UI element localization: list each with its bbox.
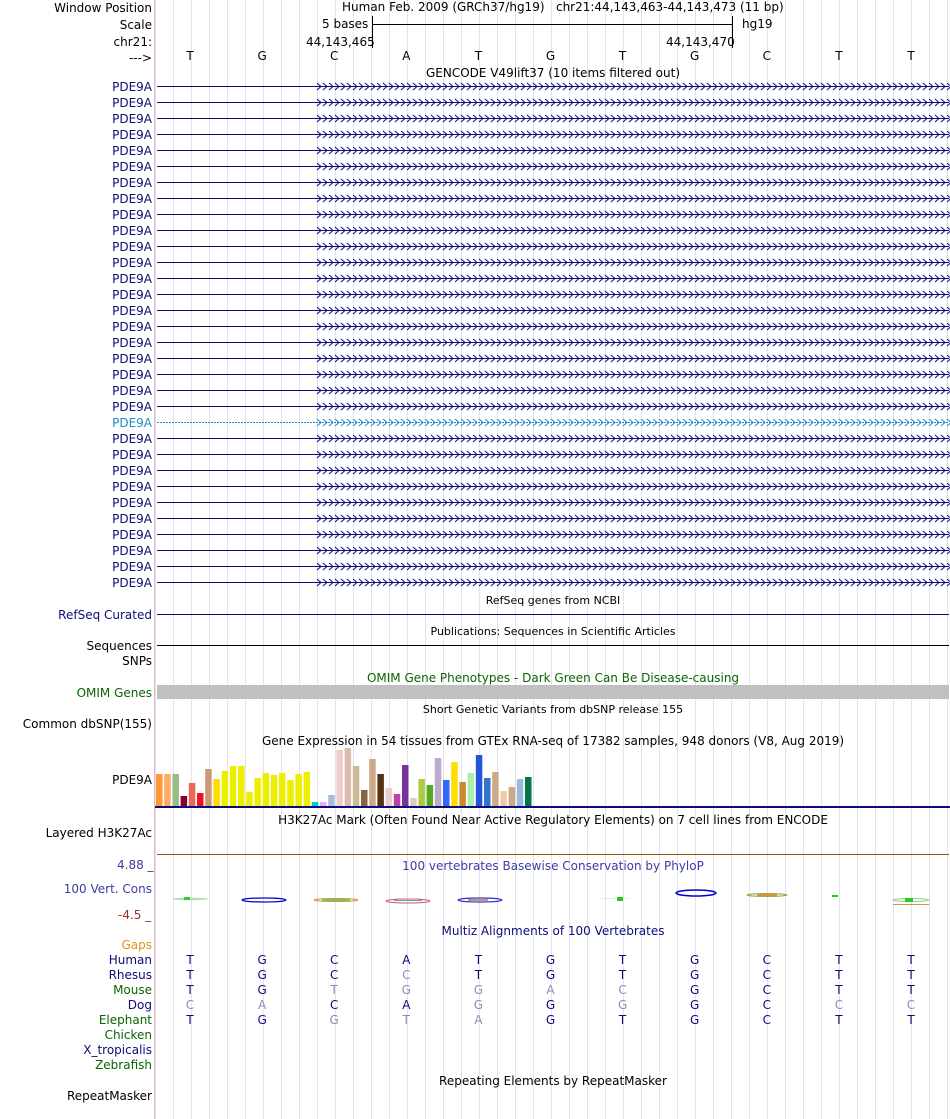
- multiz-base: T: [618, 968, 627, 982]
- multiz-base: T: [835, 953, 843, 967]
- coord-right: 44,143,470: [666, 35, 735, 49]
- sequence-base: C: [329, 49, 339, 63]
- multiz-base: T: [474, 953, 483, 967]
- sequence-base: G: [690, 49, 700, 63]
- multiz-base: C: [329, 953, 339, 967]
- sequence-base: T: [835, 49, 843, 63]
- multiz-base: G: [473, 983, 484, 997]
- multiz-species-label[interactable]: Rhesus: [108, 968, 152, 982]
- multiz-base: T: [835, 983, 843, 997]
- multiz-base: G: [329, 1013, 339, 1027]
- gencode-title[interactable]: GENCODE V49lift37 (10 items filtered out): [425, 66, 680, 80]
- sequence-base: T: [474, 49, 483, 63]
- db-label: hg19: [742, 17, 773, 31]
- multiz-base: C: [402, 968, 411, 982]
- gencode-gene-label[interactable]: PDE9A: [112, 144, 152, 158]
- publications-label-sequences[interactable]: Sequences: [86, 639, 152, 653]
- cons-min: -4.5 _: [118, 908, 152, 922]
- sequence-base: C: [762, 49, 771, 63]
- multiz-base: T: [907, 968, 915, 982]
- dbsnp-label[interactable]: Common dbSNP(155): [22, 717, 152, 731]
- scale-text: 5 bases: [322, 17, 369, 31]
- multiz-base: G: [545, 998, 556, 1012]
- publications-title[interactable]: Publications: Sequences in Scientific Articles: [430, 625, 676, 638]
- multiz-base: G: [617, 998, 628, 1012]
- sequence-base: T: [907, 49, 915, 63]
- gencode-gene-label[interactable]: PDE9A: [112, 128, 152, 142]
- multiz-base: T: [907, 983, 915, 997]
- multiz-base: T: [186, 968, 194, 982]
- assembly-title: Human Feb. 2009 (GRCh37/hg19) chr21:44,143,463-44,143,473 (11 bp): [342, 0, 784, 14]
- gtex-label[interactable]: PDE9A: [112, 773, 152, 787]
- cons-max: 4.88 _: [117, 858, 154, 872]
- multiz-base: G: [257, 968, 267, 982]
- multiz-base: T: [186, 983, 194, 997]
- gaps-label[interactable]: Gaps: [121, 938, 152, 952]
- gencode-gene-label[interactable]: PDE9A: [112, 336, 152, 350]
- multiz-base: G: [545, 953, 556, 967]
- chrom-label: chr21:: [113, 35, 152, 49]
- window-position-label: Window Position: [54, 1, 152, 15]
- multiz-species-label[interactable]: Mouse: [113, 983, 152, 997]
- gencode-gene-label[interactable]: PDE9A: [112, 576, 152, 590]
- gencode-gene-label[interactable]: PDE9A: [112, 112, 152, 126]
- gencode-gene-label[interactable]: PDE9A: [112, 304, 152, 318]
- gencode-gene-label[interactable]: PDE9A: [112, 416, 152, 430]
- multiz-base: T: [330, 983, 338, 997]
- multiz-species-label[interactable]: Human: [108, 953, 152, 967]
- multiz-base: C: [185, 998, 195, 1012]
- gencode-gene-label[interactable]: PDE9A: [112, 512, 152, 526]
- refseq-title[interactable]: RefSeq genes from NCBI: [485, 594, 621, 607]
- multiz-species-label[interactable]: Zebrafish: [95, 1058, 152, 1072]
- multiz-base: T: [618, 953, 627, 967]
- multiz-species-label[interactable]: Dog: [127, 998, 152, 1012]
- multiz-species-label[interactable]: Elephant: [98, 1013, 152, 1027]
- multiz-base: G: [545, 968, 556, 982]
- multiz-base: C: [762, 953, 771, 967]
- multiz-base: A: [474, 1013, 483, 1027]
- multiz-base: G: [257, 953, 267, 967]
- sequence-base: T: [618, 49, 627, 63]
- multiz-base: T: [835, 1013, 843, 1027]
- multiz-base: T: [907, 1013, 915, 1027]
- multiz-title[interactable]: Multiz Alignments of 100 Vertebrates: [441, 924, 665, 938]
- gencode-gene-label[interactable]: PDE9A: [112, 352, 152, 366]
- multiz-base: T: [835, 968, 843, 982]
- gencode-gene-label[interactable]: PDE9A: [112, 528, 152, 542]
- coord-left: 44,143,465: [306, 35, 375, 49]
- dbsnp-title[interactable]: Short Genetic Variants from dbSNP release 155: [422, 703, 684, 716]
- sequence-base: G: [545, 49, 556, 63]
- gencode-gene-label[interactable]: PDE9A: [112, 160, 152, 174]
- gencode-gene-label[interactable]: PDE9A: [112, 400, 152, 414]
- sequence-base: G: [257, 49, 267, 63]
- multiz-base: A: [257, 998, 267, 1012]
- multiz-base: G: [401, 983, 411, 997]
- multiz-base: C: [618, 983, 627, 997]
- multiz-base: G: [690, 998, 700, 1012]
- gencode-gene-label[interactable]: PDE9A: [112, 560, 152, 574]
- gencode-gene-label[interactable]: PDE9A: [112, 288, 152, 302]
- multiz-base: T: [186, 1013, 194, 1027]
- multiz-base: G: [690, 953, 700, 967]
- gencode-gene-label[interactable]: PDE9A: [112, 432, 152, 446]
- multiz-base: T: [907, 953, 915, 967]
- gencode-gene-label[interactable]: PDE9A: [112, 240, 152, 254]
- multiz-base: C: [329, 998, 339, 1012]
- cons-title[interactable]: 100 vertebrates Basewise Conservation by PhyloP: [402, 859, 704, 873]
- multiz-base: T: [618, 1013, 627, 1027]
- cons-label[interactable]: 100 Vert. Cons: [63, 882, 152, 896]
- gencode-gene-label[interactable]: PDE9A: [112, 384, 152, 398]
- publications-label-snps[interactable]: SNPs: [122, 654, 152, 668]
- gencode-gene-label[interactable]: PDE9A: [112, 224, 152, 238]
- gencode-gene-label[interactable]: PDE9A: [112, 96, 152, 110]
- h3k27ac-label[interactable]: Layered H3K27Ac: [45, 826, 152, 840]
- multiz-base: C: [762, 998, 771, 1012]
- gencode-gene-label[interactable]: PDE9A: [112, 256, 152, 270]
- multiz-base: G: [257, 1013, 267, 1027]
- multiz-base: T: [186, 953, 194, 967]
- multiz-base: G: [690, 1013, 700, 1027]
- h3k27ac-title[interactable]: H3K27Ac Mark (Often Found Near Active Regulatory Elements) on 7 cell lines from ENCODE: [278, 813, 828, 827]
- multiz-base: C: [906, 998, 916, 1012]
- gencode-gene-label[interactable]: PDE9A: [112, 368, 152, 382]
- multiz-base: C: [762, 968, 771, 982]
- sequence-base: T: [186, 49, 194, 63]
- multiz-base: C: [762, 1013, 771, 1027]
- cons-glyphs: [172, 890, 929, 905]
- multiz-species-label[interactable]: Chicken: [104, 1028, 152, 1042]
- repeatmasker-label[interactable]: RepeatMasker: [66, 1089, 152, 1103]
- gencode-gene-label[interactable]: PDE9A: [112, 448, 152, 462]
- multiz-base: G: [690, 968, 700, 982]
- multiz-base: A: [402, 998, 411, 1012]
- omim-label[interactable]: OMIM Genes: [76, 686, 152, 700]
- gtex-title[interactable]: Gene Expression in 54 tissues from GTEx RNA-seq of 17382 samples, 948 donors (V8, Aug 2019): [261, 734, 845, 748]
- gencode-gene-label[interactable]: PDE9A: [112, 208, 152, 222]
- omim-title[interactable]: OMIM Gene Phenotypes - Dark Green Can Be Disease-causing: [366, 671, 740, 685]
- gencode-gene-label[interactable]: PDE9A: [112, 192, 152, 206]
- strand-label: --->: [128, 51, 152, 65]
- refseq-label[interactable]: RefSeq Curated: [58, 608, 152, 622]
- multiz-base: G: [473, 998, 484, 1012]
- gencode-gene-label[interactable]: PDE9A: [112, 496, 152, 510]
- gencode-gene-label[interactable]: PDE9A: [112, 80, 152, 94]
- multiz-base: G: [257, 983, 267, 997]
- multiz-base: T: [402, 1013, 410, 1027]
- multiz-base: C: [762, 983, 771, 997]
- gencode-gene-label[interactable]: PDE9A: [112, 480, 152, 494]
- repeatmasker-title[interactable]: Repeating Elements by RepeatMasker: [439, 1074, 667, 1088]
- gencode-gene-label[interactable]: PDE9A: [112, 272, 152, 286]
- gencode-gene-label[interactable]: PDE9A: [112, 464, 152, 478]
- multiz-base: G: [690, 983, 700, 997]
- multiz-species-label[interactable]: X_tropicalis: [83, 1043, 152, 1057]
- gencode-gene-label[interactable]: PDE9A: [112, 544, 152, 558]
- multiz-base: G: [545, 1013, 556, 1027]
- scale-label: Scale: [119, 18, 152, 32]
- multiz-base: A: [546, 983, 555, 997]
- multiz-base: T: [474, 968, 483, 982]
- multiz-base: C: [329, 968, 339, 982]
- gencode-gene-label[interactable]: PDE9A: [112, 176, 152, 190]
- multiz-base: C: [834, 998, 844, 1012]
- gencode-gene-label[interactable]: PDE9A: [112, 320, 152, 334]
- multiz-base: A: [402, 953, 411, 967]
- sequence-base: A: [402, 49, 411, 63]
